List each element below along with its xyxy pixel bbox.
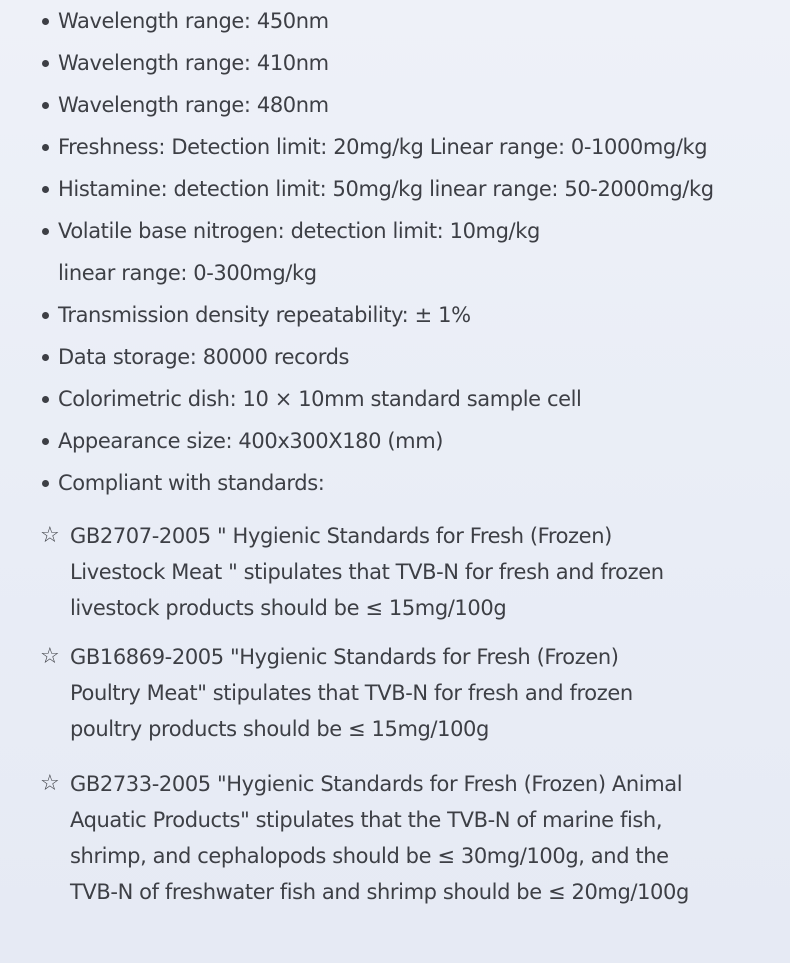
standard-line: Aquatic Products" stipulates that the TVB-N of marine fish, bbox=[70, 808, 663, 832]
standard-line: Poultry Meat" stipulates that TVB-N for fresh and frozen bbox=[70, 681, 633, 705]
spec-vbn-line-1: Volatile base nitrogen: detection limit: 10mg/kg bbox=[58, 219, 540, 243]
standard-line: GB2733-2005 "Hygienic Standards for Fresh (Frozen) Animal bbox=[70, 772, 683, 796]
spec-vbn-line-2: linear range: 0-300mg/kg bbox=[58, 261, 317, 285]
spec-appearance-size: Appearance size: 400x300X180 (mm) bbox=[40, 420, 770, 462]
standard-line: GB2707-2005 " Hygienic Standards for Fresh (Frozen) bbox=[70, 524, 612, 548]
standard-line: livestock products should be ≤ 15mg/100g bbox=[70, 596, 507, 620]
standards-list bbox=[40, 516, 770, 910]
star-icon: ☆ bbox=[40, 771, 60, 796]
standard-line: TVB-N of freshwater fish and shrimp should be ≤ 20mg/100g bbox=[70, 880, 689, 904]
standard-gb2733 bbox=[40, 766, 770, 910]
standard-line: shrimp, and cephalopods should be ≤ 30mg/100g, and the bbox=[70, 844, 669, 868]
spec-freshness: Freshness: Detection limit: 20mg/kg Linear range: 0-1000mg/kg bbox=[40, 126, 770, 168]
standard-gb16869 bbox=[40, 639, 770, 747]
spec-transmission-repeatability: Transmission density repeatability: ± 1% bbox=[40, 294, 770, 336]
star-icon: ☆ bbox=[40, 644, 60, 669]
spec-data-storage: Data storage: 80000 records bbox=[40, 336, 770, 378]
star-icon: ☆ bbox=[40, 523, 60, 548]
spec-wavelength-450: Wavelength range: 450nm bbox=[40, 0, 770, 42]
spec-list bbox=[40, 0, 770, 504]
standard-gb2707 bbox=[40, 518, 770, 626]
spec-volatile-base-nitrogen bbox=[40, 210, 770, 294]
spec-colorimetric-dish: Colorimetric dish: 10 × 10mm standard sample cell bbox=[40, 378, 770, 420]
spec-compliant-standards: Compliant with standards: bbox=[40, 462, 770, 504]
spec-histamine: Histamine: detection limit: 50mg/kg linear range: 50-2000mg/kg bbox=[40, 168, 770, 210]
standard-line: GB16869-2005 "Hygienic Standards for Fresh (Frozen) bbox=[70, 645, 619, 669]
spec-wavelength-410: Wavelength range: 410nm bbox=[40, 42, 770, 84]
standard-line: Livestock Meat " stipulates that TVB-N for fresh and frozen bbox=[70, 560, 664, 584]
standard-line: poultry products should be ≤ 15mg/100g bbox=[70, 717, 489, 741]
spec-wavelength-480: Wavelength range: 480nm bbox=[40, 84, 770, 126]
